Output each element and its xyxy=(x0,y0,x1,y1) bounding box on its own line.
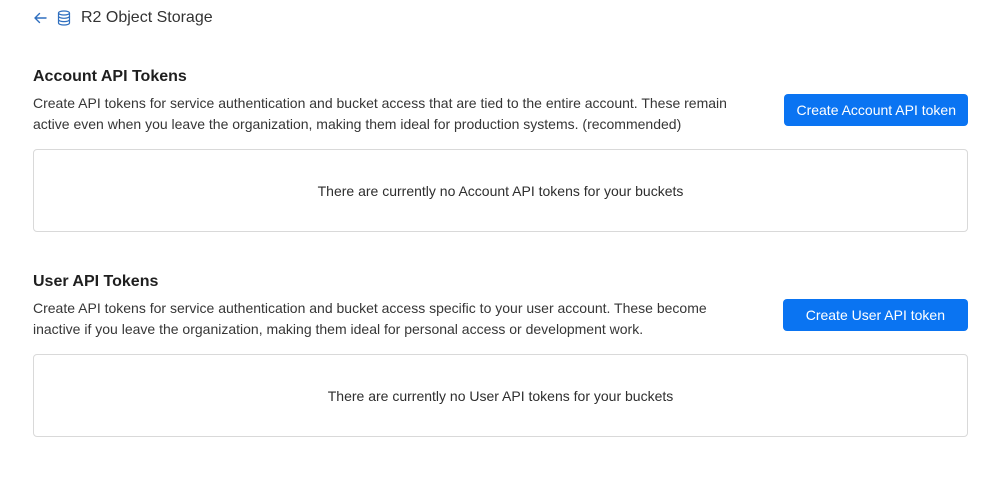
user-api-tokens-section xyxy=(33,271,968,437)
breadcrumb xyxy=(33,7,213,29)
user-tokens-empty-message: There are currently no User API tokens for your buckets xyxy=(327,387,674,404)
create-user-api-token-button[interactable]: Create User API token xyxy=(783,299,968,331)
user-tokens-title: User API Tokens xyxy=(33,273,159,290)
database-icon xyxy=(57,10,73,26)
breadcrumb-label[interactable]: R2 Object Storage xyxy=(81,9,213,26)
arrow-left-icon[interactable] xyxy=(33,10,49,26)
account-api-tokens-section xyxy=(33,66,968,232)
create-account-api-token-button[interactable]: Create Account API token xyxy=(784,94,968,126)
account-tokens-header-row xyxy=(33,93,968,143)
user-tokens-header-row xyxy=(33,298,968,348)
account-tokens-description: Create API tokens for service authentication and bucket access that are tied to the entire account. These remain active even when you leave the organization, making them ideal for production systems. (recommended) xyxy=(33,95,727,132)
account-tokens-empty-state xyxy=(33,149,968,232)
account-tokens-title: Account API Tokens xyxy=(33,68,187,85)
account-tokens-empty-message: There are currently no Account API tokens for your buckets xyxy=(317,182,684,199)
user-tokens-description: Create API tokens for service authentication and bucket access specific to your user account. These become inactive if you leave the organization, making them ideal for personal access or development work. xyxy=(33,300,707,337)
user-tokens-empty-state xyxy=(33,354,968,437)
